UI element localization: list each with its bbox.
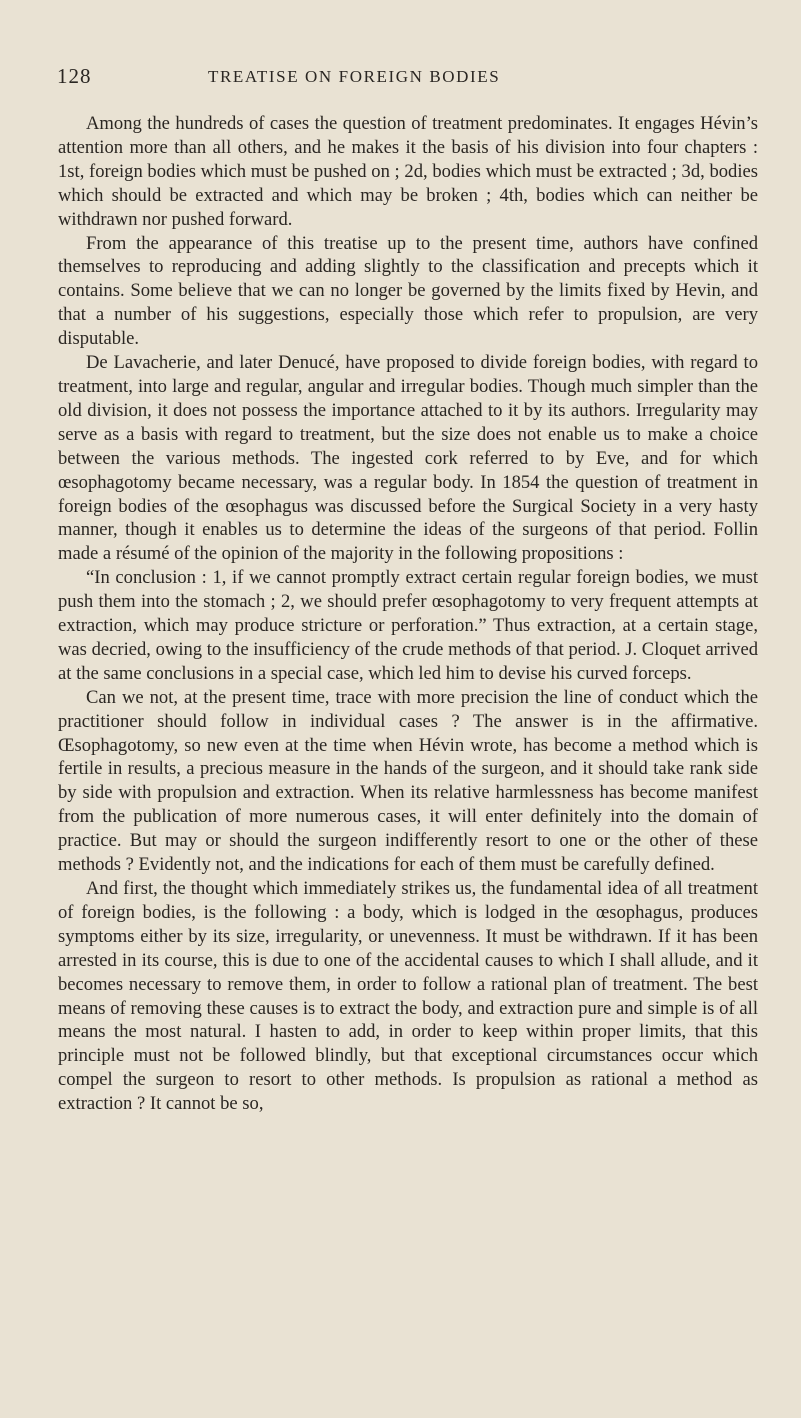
paragraph-follin-conclusion: “In conclusion : 1, if we cannot promptly extract certain regular foreign bodies, we must push them into the stomach ; 2, we should prefer œsophagotomy to very frequent attempts at extraction, which may produce stricture or perforation.” Thus extraction, at a certain stage, was decried, owing to the insufficiency of the crude methods of that period. J. Cloquet arrived at the same conclusions in a special case, which led him to devise his curved forceps.	[58, 567, 758, 684]
running-title: TREATISE ON FOREIGN BODIES	[208, 67, 501, 86]
paragraph-treatment-question: Among the hundreds of cases the question of treatment predominates. It engages Hévin’s attention more than all others, and he makes it the basis of his division into four chapters : 1st, foreign bodies which must be pushed on ; 2d, bodies which must be extracted ; 3d, bodies which should be extracted and which may be broken ; 4th, bodies which can neither be withdrawn nor pushed forward.	[58, 113, 758, 230]
running-header	[0, 64, 801, 88]
paragraph-extraction-principle: And first, the thought which immediately strikes us, the fundamental idea of all treatment of foreign bodies, is the following : a body, which is lodged in the œsophagus, produces symptoms either by its size, irregularity, or unevenness. It must be withdrawn. If it has been arrested in its course, this is due to one of the accidental causes to which I shall allude, and it becomes necessary to remove them, in order to follow a rational plan of treatment. The best means of removing these causes is to extract the body, and extraction pure and simple is of all means the most natural. I hasten to add, in order to keep within proper limits, that this principle must not be followed blindly, but that exceptional circumstances occur which compel the surgeon to resort to other methods. Is propulsion as rational a method as extraction ? It cannot be so,	[58, 878, 758, 1115]
page-number: 128	[57, 64, 92, 88]
body-text	[58, 112, 758, 1116]
paragraph-oesophagotomy: Can we not, at the present time, trace with more precision the line of conduct which the practitioner should follow in individual cases ? The answer is in the affirmative. Œsophagotomy, so new even at the time when Hévin wrote, has become a method which is fertile in results, a precious measure in the hands of the surgeon, and it should take rank side by side with propulsion and extraction. When its relative harmlessness has become manifest from the publication of more numerous cases, it will enter definitely into the domain of practice. But may or should the surgeon indifferently resort to one or the other of these methods ? Evidently not, and the indications for each of them must be carefully defined.	[58, 686, 758, 876]
paragraph-classification: From the appearance of this treatise up to the present time, authors have confined themselves to reproducing and adding slightly to the classification and precepts which it contains. Some believe that we can no longer be governed by the limits fixed by Hevin, and that a number of his suggestions, especially those which refer to propulsion, are very disputable.	[58, 232, 758, 350]
paragraph-lavacherie-denuce: De Lavacherie, and later Denucé, have proposed to divide foreign bodies, with regard to treatment, into large and regular, angular and irregular bodies. Though much simpler than the old division, it does not possess the importance attached to it by its authors. Irregularity may serve as a basis with regard to treatment, but the size does not enable us to make a choice between the various methods. The ingested cork referred to by Eve, and for which œsophagotomy became necessary, was a regular body. In 1854 the question of treatment in foreign bodies of the œsophagus was discussed before the Surgical Society in a very hasty manner, though it enables us to determine the ideas of the surgeons of that period. Follin made a résumé of the opinion of the majority in the following propositions :	[58, 352, 758, 565]
